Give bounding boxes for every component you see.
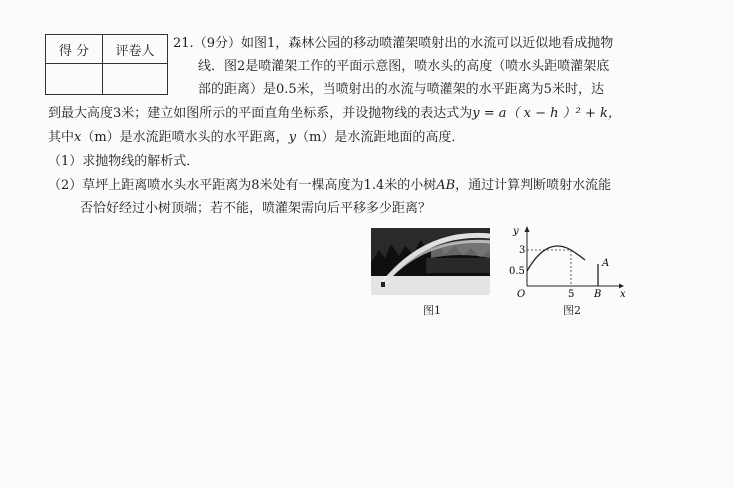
tick-5: 5 <box>568 289 575 300</box>
figure-1-caption: 图1 <box>423 304 441 317</box>
part-2-text-b: ，通过计算判断喷射水流能 <box>455 178 612 193</box>
part-2-line-1 <box>48 175 611 197</box>
question-line-5 <box>48 127 464 149</box>
part-1: （1）求抛物线的解析式． <box>48 154 200 169</box>
sprinkler-photo-illustration <box>371 228 490 295</box>
tick-0-5: 0.5 <box>509 266 525 277</box>
point-b-label: B <box>594 289 602 300</box>
figure-2-caption: 图2 <box>563 304 581 317</box>
question-points: （9分） <box>193 36 241 51</box>
x-axis-label: x <box>620 289 626 300</box>
y-axis-arrow-icon <box>525 226 530 232</box>
question-number: 21. <box>173 36 194 51</box>
question-text-5b: （m）是水流距喷水头的水平距离， <box>81 130 289 145</box>
score-table <box>45 34 168 95</box>
var-ab: AB <box>436 178 456 193</box>
tick-3: 3 <box>519 245 526 256</box>
grader-header: 评卷人 <box>103 35 168 64</box>
var-y: y <box>288 130 297 145</box>
parabola-formula: y = a（ x − h ）² + k， <box>472 106 621 121</box>
var-x: x <box>74 130 82 145</box>
question-line-3: 部的距离）是0.5米，当喷射出的水流与喷灌架的水平距离为5米时，达 <box>198 82 604 97</box>
question-line-2: 线．图2是喷灌架工作的平面示意图，喷水头的高度（喷水头距喷灌架底 <box>198 59 610 74</box>
question-line-1 <box>173 33 613 55</box>
question-text-4: 到最大高度3米；建立如图所示的平面直角坐标系，并设抛物线的表达式为 <box>48 106 473 121</box>
part-2-text-a: （2）草坪上距离喷水头水平距离为8米处有一棵高度为1.4米的小树 <box>48 178 437 193</box>
point-a-label: A <box>602 258 610 269</box>
grader-cell <box>103 64 168 95</box>
figure-1-photo <box>371 228 490 295</box>
origin-label: O <box>517 289 526 300</box>
question-text-5c: （m）是水流距地面的高度． <box>296 130 465 145</box>
figure-2-diagram <box>507 224 625 299</box>
y-axis-label: y <box>513 226 519 237</box>
question-text-5a: 其中 <box>48 130 75 145</box>
score-cell <box>46 64 103 95</box>
score-header: 得 分 <box>46 35 103 64</box>
x-axis-arrow-icon <box>619 284 624 289</box>
question-text-1: 如图1，森林公园的移动喷灌架喷射出的水流可以近似地看成抛物 <box>240 36 614 51</box>
question-line-4 <box>48 103 621 125</box>
part-2-line-2: 否恰好经过小树顶端；若不能，喷灌架需向后平移多少距离？ <box>80 201 432 216</box>
